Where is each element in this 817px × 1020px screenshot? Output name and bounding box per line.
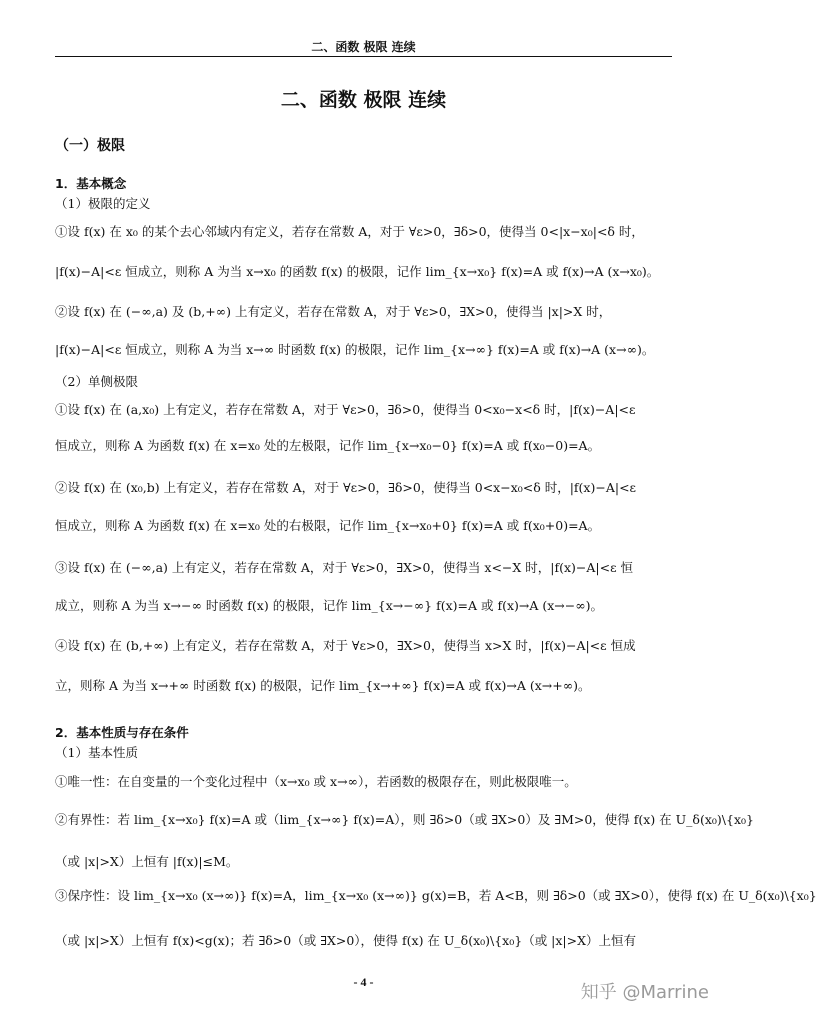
text-line: ②设 f(x) 在 (x₀,b) 上有定义，若存在常数 A，对于 ∀ε>0，∃δ>0，使得当 0<x−x₀<δ 时，|f(x)−A|<ε — [55, 480, 637, 495]
text-line: ③设 f(x) 在 (−∞,a) 上有定义，若存在常数 A，对于 ∀ε>0，∃X>0，使得当 x<−X 时，|f(x)−A|<ε 恒 — [55, 560, 634, 575]
text-line: （或 |x|>X）上恒有 f(x)<g(x)；若 ∃δ>0（或 ∃X>0），使得 f(x) 在 U_δ(x₀)\{x₀}（或 |x|>X）上恒有 — [55, 933, 637, 948]
text-line: 恒成立，则称 A 为函数 f(x) 在 x=x₀ 处的左极限，记作 lim_{x→x₀−0} f(x)=A 或 f(x₀−0)=A。 — [55, 438, 601, 453]
paragraph-label: （2）单侧极限 — [55, 374, 138, 389]
text-line: ④设 f(x) 在 (b,+∞) 上有定义，若存在常数 A，对于 ∀ε>0，∃X>0，使得当 x>X 时，|f(x)−A|<ε 恒成 — [55, 638, 636, 653]
running-header: 二、函数 极限 连续 — [311, 40, 416, 54]
paragraph-label: （1）基本性质 — [55, 745, 138, 760]
text-line: ①设 f(x) 在 x₀ 的某个去心邻域内有定义，若存在常数 A，对于 ∀ε>0，∃δ>0，使得当 0<|x−x₀|<δ 时， — [55, 224, 644, 239]
page-number: - 4 - — [353, 975, 374, 989]
watermark: 知乎 @Marrine — [580, 982, 709, 1003]
text-line: ②设 f(x) 在 (−∞,a) 及 (b,+∞) 上有定义，若存在常数 A，对于 ∀ε>0，∃X>0，使得当 |x|>X 时， — [55, 304, 612, 319]
text-line: |f(x)−A|<ε 恒成立，则称 A 为当 x→∞ 时函数 f(x) 的极限，记作 lim_{x→∞} f(x)=A 或 f(x)→A (x→∞)。 — [55, 342, 655, 357]
chapter-title: 二、函数 极限 连续 — [280, 89, 447, 111]
subsection-heading: 2．基本性质与存在条件 — [55, 725, 189, 740]
text-line: （或 |x|>X）上恒有 |f(x)|≤M。 — [55, 854, 239, 869]
text-line: 立，则称 A 为当 x→+∞ 时函数 f(x) 的极限，记作 lim_{x→+∞} f(x)=A 或 f(x)→A (x→+∞)。 — [55, 678, 591, 693]
text-line: 恒成立，则称 A 为函数 f(x) 在 x=x₀ 处的右极限，记作 lim_{x→x₀+0} f(x)=A 或 f(x₀+0)=A。 — [55, 518, 601, 533]
paragraph-label: （1）极限的定义 — [55, 196, 151, 211]
text-line: |f(x)−A|<ε 恒成立，则称 A 为当 x→x₀ 的函数 f(x) 的极限，记作 lim_{x→x₀} f(x)=A 或 f(x)→A (x→x₀)。 — [55, 264, 660, 279]
text-line: ①唯一性：在自变量的一个变化过程中（x→x₀ 或 x→∞），若函数的极限存在，则此极限唯一。 — [55, 774, 577, 789]
text-line: ①设 f(x) 在 (a,x₀) 上有定义，若存在常数 A，对于 ∀ε>0，∃δ>0，使得当 0<x₀−x<δ 时，|f(x)−A|<ε — [55, 402, 636, 417]
text-line: ③保序性：设 lim_{x→x₀ (x→∞)} f(x)=A，lim_{x→x₀ (x→∞)} g(x)=B，若 A<B，则 ∃δ>0（或 ∃X>0），使得 f(x) 在 U_δ(x₀)\{x₀} — [55, 888, 817, 903]
text-line: ②有界性：若 lim_{x→x₀} f(x)=A 或（lim_{x→∞} f(x)=A），则 ∃δ>0（或 ∃X>0）及 ∃M>0，使得 f(x) 在 U_δ(x₀)\{x₀} — [55, 812, 754, 827]
section-heading: （一）极限 — [55, 138, 125, 154]
subsection-heading: 1．基本概念 — [55, 176, 127, 191]
header-rule — [55, 56, 672, 57]
text-line: 成立，则称 A 为当 x→−∞ 时函数 f(x) 的极限，记作 lim_{x→−∞} f(x)=A 或 f(x)→A (x→−∞)。 — [55, 598, 604, 613]
